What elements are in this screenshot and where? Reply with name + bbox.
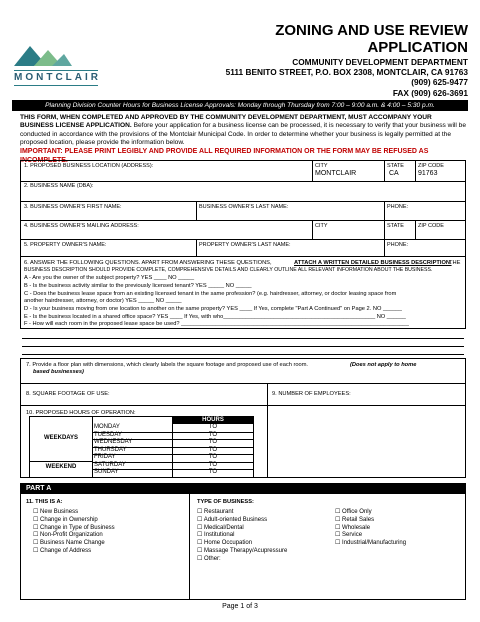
weekdays-label: WEEKDAYS xyxy=(43,435,79,441)
option-label: New Business xyxy=(40,509,79,515)
q6-question-c: C - Does the business lease space from an existing licensed tenant in the same profession? (e.g. hairdresser, attorney, or doctor leasing space from xyxy=(24,291,397,297)
day-tuesday: TUESDAY xyxy=(94,431,122,438)
option-label: Medical/Dental xyxy=(204,524,244,531)
question-7-box xyxy=(20,358,466,384)
zip-label: ZIP CODE xyxy=(418,163,444,169)
option-office-only[interactable] xyxy=(335,509,372,517)
hours-to-monday[interactable]: TO xyxy=(208,424,218,430)
department-address: 5111 BENITO STREET, P.O. BOX 2308, MONTCLAIR, CA 91763 xyxy=(225,67,468,77)
option-retail-sales[interactable] xyxy=(335,517,374,525)
day-thursday: THURSDAY xyxy=(94,446,127,453)
option-change-in-ownership[interactable] xyxy=(33,517,98,525)
checkbox-icon[interactable]: ☐ xyxy=(197,548,205,554)
day-sunday: SUNDAY xyxy=(94,469,119,475)
q6-question-c-continued: another hairdresser, attorney, or doctor) YES _____ NO _____ xyxy=(24,298,182,304)
checkbox-icon[interactable]: ☐ xyxy=(33,540,41,547)
hours-to-thursday[interactable]: TO xyxy=(208,446,218,453)
checkbox-icon[interactable]: ☐ xyxy=(197,516,204,523)
hours-table xyxy=(29,416,254,478)
option-massage-therapy-acupressure[interactable] xyxy=(197,548,287,556)
department-name: COMMUNITY DEVELOPMENT DEPARTMENT xyxy=(292,57,468,67)
city-value[interactable]: MONTCLAIR xyxy=(315,170,357,177)
checkbox-icon[interactable]: ☐ xyxy=(335,524,343,531)
hours-of-operation-label: 10. PROPOSED HOURS OF OPERATION: xyxy=(26,410,136,416)
option-home-occupation[interactable] xyxy=(197,540,252,548)
option-industrial-manufacturing[interactable] xyxy=(335,540,406,548)
day-wednesday: WEDNESDAY xyxy=(94,439,133,445)
hours-to-tuesday[interactable]: TO xyxy=(208,431,218,438)
q6-question-b: B - Is the business activity similar to the previously licensed tenant? YES _____ NO _____ xyxy=(24,283,252,289)
q6-description-requirement: BUSINESS DESCRIPTION SHOULD PROVIDE COMPLETE, COMPREHENSIVE DETAILS AND CLEARLY OUTLINE ALL RELEVANT INFORMATION ABOUT THE BUSINESS. xyxy=(24,267,433,273)
q6-question-d: D - Is your business moving from one location to another on the same property? YES ____ If Yes, complete "Part A Continued" on Page 2. NO ______ xyxy=(24,306,402,312)
option-label: Home Occupation xyxy=(204,540,253,547)
option-label: Institutional xyxy=(204,532,235,539)
montclair-logo-text: MONTCLAIR xyxy=(14,70,98,86)
option-label: Change of Address xyxy=(40,548,92,554)
checkbox-icon[interactable]: ☐ xyxy=(197,540,205,547)
option-label: Massage Therapy/Acupressure xyxy=(204,548,288,554)
q7-note-continued: based businesses) xyxy=(33,369,84,375)
checkbox-icon[interactable]: ☐ xyxy=(335,516,343,523)
checkbox-icon[interactable]: ☐ xyxy=(33,548,41,554)
q7-note: (Does not apply to home xyxy=(350,362,417,368)
checkbox-icon[interactable]: ☐ xyxy=(335,532,343,539)
option-label: Other: xyxy=(204,555,221,562)
checkbox-icon[interactable]: ☐ xyxy=(335,509,343,515)
page-number: Page 1 of 3 xyxy=(222,603,258,610)
option-label: Change in Type of Business xyxy=(40,524,115,531)
option-label: Wholesale xyxy=(342,524,371,531)
checkbox-icon[interactable]: ☐ xyxy=(197,509,205,515)
option-new-business[interactable] xyxy=(33,509,78,517)
owner-phone-label: PHONE: xyxy=(387,204,409,210)
checkbox-icon[interactable]: ☐ xyxy=(335,540,343,547)
q6-question-a: A - Are you the owner of the subject property? YES ____ NO _____ xyxy=(24,275,194,281)
mailing-zip-label: ZIP CODE xyxy=(418,223,444,229)
business-location-label: 1. PROPOSED BUSINESS LOCATION (ADDRESS): xyxy=(24,163,154,169)
department-phone: (909) 625-9477 xyxy=(411,77,468,87)
row-business-location xyxy=(21,161,465,181)
checkbox-icon[interactable]: ☐ xyxy=(33,516,41,523)
hours-to-wednesday[interactable]: TO xyxy=(208,439,218,445)
state-label: STATE xyxy=(387,163,404,169)
part-a-box xyxy=(20,494,466,600)
option-label: Industrial/Manufacturing xyxy=(342,540,407,547)
option-label: Non-Profit Organization xyxy=(40,532,103,539)
this-is-a-label: 11. THIS IS A: xyxy=(26,499,63,505)
type-of-business-label: TYPE OF BUSINESS: xyxy=(197,499,254,505)
mailing-city-label: CITY xyxy=(315,223,328,229)
checkbox-icon[interactable]: ☐ xyxy=(33,524,41,531)
q6-intro-end: THE xyxy=(449,260,461,266)
q6-attach-note: ATTACH A WRITTEN DETAILED BUSINESS DESCRIPTION. xyxy=(294,260,452,266)
important-notice: IMPORTANT: PLEASE PRINT LEGIBLY AND PROVIDE ALL REQUIRED INFORMATION OR THE FORM MAY BE REFUSED AS INCOMPLETE. xyxy=(20,148,429,164)
hours-to-saturday[interactable]: TO xyxy=(208,461,218,468)
applicant-info-table xyxy=(20,160,466,257)
state-value[interactable]: CA xyxy=(389,170,399,177)
q6-answer-line-2[interactable] xyxy=(22,346,464,347)
number-of-employees-label: 9. NUMBER OF EMPLOYEES: xyxy=(272,391,351,397)
hours-header: HOURS xyxy=(172,417,254,424)
mailing-state-label: STATE xyxy=(387,223,404,229)
question-8-9-box xyxy=(20,384,466,406)
q6-question-f: F - How will each room in the proposed lease space be used? ________________________________________________________________________ xyxy=(24,321,409,327)
square-footage-label: 8. SQUARE FOOTAGE OF USE: xyxy=(26,391,110,397)
option-restaurant[interactable] xyxy=(197,509,233,517)
q6-answer-line-1[interactable] xyxy=(22,338,464,339)
part-a-header: PART A xyxy=(20,483,466,494)
hours-to-friday[interactable]: TO xyxy=(208,454,218,460)
business-name-label: 2. BUSINESS NAME (DBA): xyxy=(24,183,94,189)
option-business-name-change[interactable] xyxy=(33,540,105,548)
hours-to-sunday[interactable]: TO xyxy=(208,469,218,475)
checkbox-icon[interactable]: ☐ xyxy=(33,509,41,515)
option-label: Restaurant xyxy=(204,509,234,515)
checkbox-icon[interactable]: ☐ xyxy=(33,532,41,539)
department-fax: FAX (909) 626-3691 xyxy=(392,88,468,98)
property-owner-name-label: 5. PROPERTY OWNER'S NAME: xyxy=(24,242,107,248)
day-saturday: SATURDAY xyxy=(94,461,126,468)
intro-text: Before your application for a business license can be processed, it is necessary to verify that your business will be conducted in accordance with the provisions of the Montclair Municipal Code. In order to determine whether your business is legally permitted at the proposed location, please provide the information below. xyxy=(20,122,467,146)
option-label: Retail Sales xyxy=(342,516,375,523)
option-label: Service xyxy=(342,532,363,539)
question-6-box xyxy=(20,257,466,329)
checkbox-icon[interactable]: ☐ xyxy=(197,555,205,562)
q6-question-e: E - Is the business located in a shared office space? YES ____ If Yes, with who________________________________________________ NO ______ xyxy=(24,314,406,320)
option-label: Change in Ownership xyxy=(40,516,98,523)
day-monday: MONDAY xyxy=(94,424,120,430)
q6-intro: 6. ANSWER THE FOLLOWING QUESTIONS. APART FROM ANSWERING THESE QUESTIONS, xyxy=(24,260,272,266)
option-adult-oriented-business[interactable] xyxy=(197,517,267,525)
property-owner-phone-label: PHONE: xyxy=(387,242,409,248)
q7-text: 7. Provide a floor plan with dimensions, which clearly labels the square footage and proposed use of each room. xyxy=(26,362,309,368)
option-change-of-address[interactable] xyxy=(33,548,91,556)
owner-first-name-label: 3. BUSINESS OWNER'S FIRST NAME: xyxy=(24,204,122,210)
q6-answer-line-3[interactable] xyxy=(22,354,464,355)
property-owner-last-name-label: PROPERTY OWNER'S LAST NAME: xyxy=(199,242,291,248)
weekend-label: WEEKEND xyxy=(45,464,77,470)
form-title-line2: APPLICATION xyxy=(367,39,468,56)
question-10-box xyxy=(20,406,466,478)
option-label: Business Name Change xyxy=(40,540,105,547)
option-label: Adult-oriented Business xyxy=(203,516,268,523)
montclair-logo-mark xyxy=(12,40,74,68)
checkbox-icon[interactable]: ☐ xyxy=(197,532,205,539)
city-label: CITY xyxy=(315,163,328,169)
option-other[interactable] xyxy=(197,556,221,564)
form-title-line1: ZONING AND USE REVIEW xyxy=(275,22,468,39)
zip-value[interactable]: 91763 xyxy=(418,170,438,177)
counter-hours-banner: Planning Division Counter Hours for Business License Approvals: Monday through Thursday from 7:00 – 9:00 a.m. & 4:00 – 5:30 p.m. xyxy=(12,100,468,111)
intro-bold: THIS FORM, WHEN COMPLETED AND APPROVED BY THE COMMUNITY DEVELOPMENT DEPARTMENT, MUST ACCOMPANY YOUR BUSINESS LICENSE APPLICATION. xyxy=(20,114,432,130)
day-friday: FRIDAY xyxy=(94,454,116,460)
owner-last-name-label: BUSINESS OWNER'S LAST NAME: xyxy=(199,204,289,210)
owner-mailing-address-label: 4. BUSINESS OWNER'S MAILING ADDRESS: xyxy=(24,223,139,229)
intro-paragraph xyxy=(20,114,466,147)
checkbox-icon[interactable]: ☐ xyxy=(197,524,205,531)
option-label: Office Only xyxy=(342,509,372,515)
